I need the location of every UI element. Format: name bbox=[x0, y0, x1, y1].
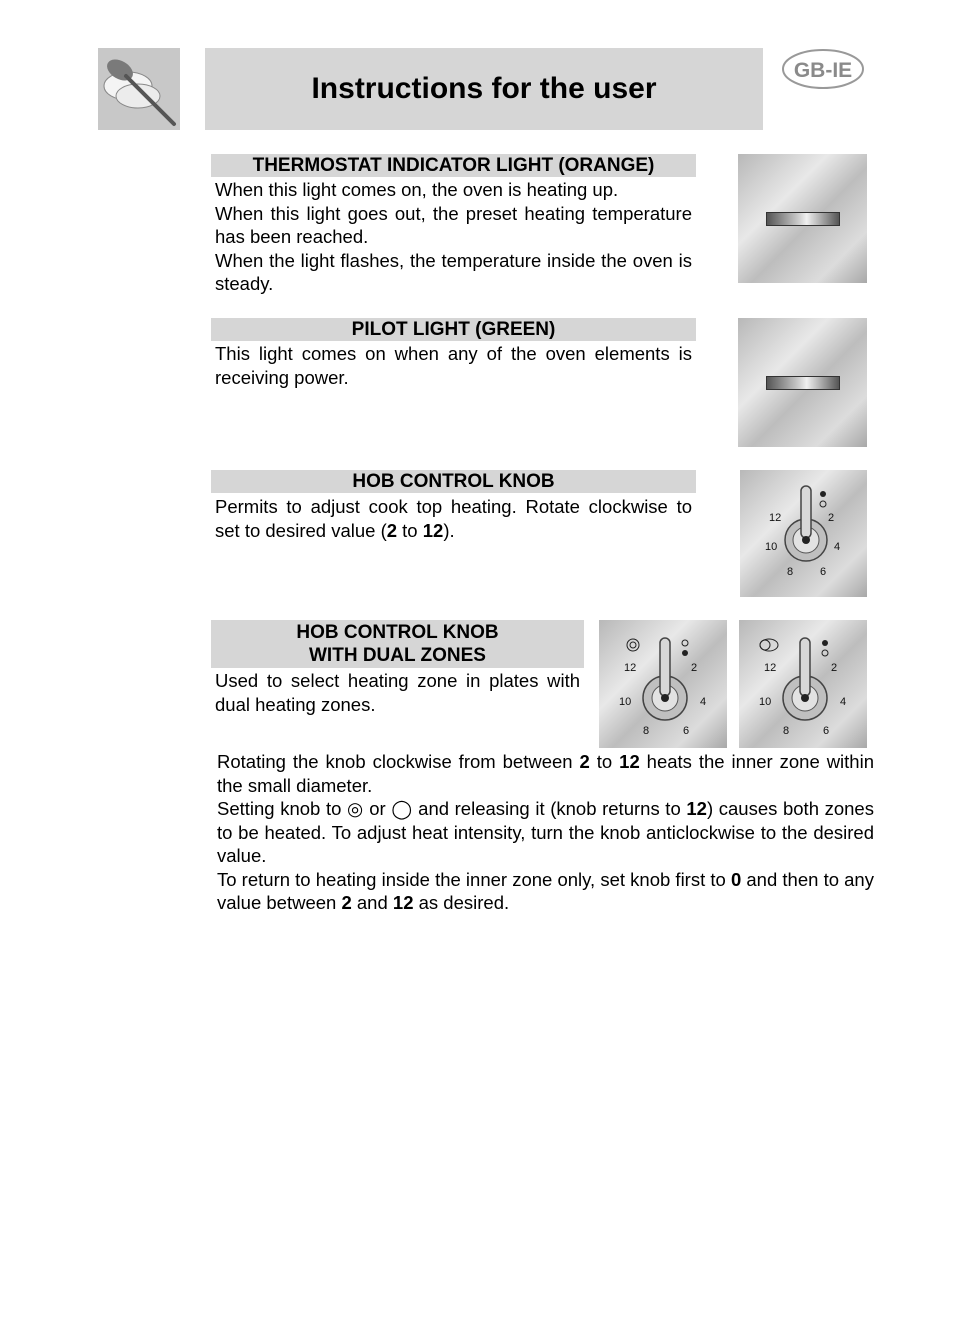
oval-zone-icon: ◯ bbox=[391, 798, 413, 819]
dual-knob-icon-concentric bbox=[599, 620, 727, 748]
concentric-zone-icon: ◎ bbox=[347, 798, 364, 819]
knob-label-4: 4 bbox=[700, 696, 707, 708]
thermostat-line-3: When the light flashes, the temperature inside the oven is steady. bbox=[215, 249, 692, 294]
pilot-light-image bbox=[738, 318, 867, 447]
hob-line: Permits to adjust cook top heating. Rotate clockwise to set to desired value (2 to 12). bbox=[215, 496, 692, 541]
dual-heading-line-2: WITH DUAL ZONES bbox=[309, 645, 486, 666]
knob-label-12: 12 bbox=[764, 662, 777, 674]
knob-label-2: 2 bbox=[828, 512, 835, 524]
dual-knob-icon-oval bbox=[739, 620, 867, 748]
page-title: Instructions for the user bbox=[311, 72, 657, 105]
knob-label-10: 10 bbox=[765, 541, 778, 553]
explanation-para-3: To return to heating inside the inner zone only, set knob first to 0 and then to any value between 2 and 12 as desired. bbox=[217, 868, 874, 913]
knob-label-12: 12 bbox=[624, 662, 637, 674]
dual-line: Used to select heating zone in plates with dual heating zones. bbox=[215, 670, 580, 715]
badge-label: GB-IE bbox=[793, 59, 853, 82]
knob-label-4: 4 bbox=[840, 696, 847, 708]
hob-text bbox=[215, 495, 692, 542]
knob-label-10: 10 bbox=[619, 696, 632, 708]
thermostat-line-2: When this light goes out, the preset heating temperature has been reached. bbox=[215, 202, 692, 247]
knob-label-8: 8 bbox=[787, 566, 794, 578]
thermostat-light-image bbox=[738, 154, 867, 283]
dual-knob-image-2 bbox=[739, 620, 867, 748]
dual-text bbox=[215, 669, 580, 716]
dual-heading bbox=[211, 620, 584, 668]
knob-label-8: 8 bbox=[783, 725, 790, 737]
pilot-heading: PILOT LIGHT (GREEN) bbox=[211, 318, 696, 341]
title-bar bbox=[205, 48, 763, 130]
thermostat-line-1: When this light comes on, the oven is heating up. bbox=[215, 179, 619, 200]
thermostat-lamp-icon bbox=[766, 212, 840, 226]
knob-label-6: 6 bbox=[820, 566, 827, 578]
dual-zone-explanation bbox=[217, 750, 874, 915]
dual-heading-line-1: HOB CONTROL KNOB bbox=[296, 622, 499, 643]
knob-label-2: 2 bbox=[691, 662, 698, 674]
dual-knob-image-1 bbox=[599, 620, 727, 748]
hob-heading: HOB CONTROL KNOB bbox=[211, 470, 696, 493]
chef-logo bbox=[98, 48, 180, 130]
knob-label-8: 8 bbox=[643, 725, 650, 737]
language-badge bbox=[781, 48, 865, 90]
knob-label-2: 2 bbox=[831, 662, 838, 674]
chef-spoon-icon bbox=[98, 48, 180, 130]
explanation-para-1: Rotating the knob clockwise from between 2 to 12 heats the inner zone within the small diameter. bbox=[217, 751, 874, 796]
knob-label-4: 4 bbox=[834, 541, 841, 553]
pilot-lamp-icon bbox=[766, 376, 840, 390]
knob-label-6: 6 bbox=[823, 725, 830, 737]
pilot-line: This light comes on when any of the oven elements is receiving power. bbox=[215, 343, 692, 388]
thermostat-heading: THERMOSTAT INDICATOR LIGHT (ORANGE) bbox=[211, 154, 696, 177]
explanation-para-2: Setting knob to ◎ or ◯ and releasing it (knob returns to 12) causes both zones to be heated. To adjust heat intensity, turn the knob anticlockwise to the desired value. bbox=[217, 798, 874, 866]
thermostat-text bbox=[215, 178, 692, 296]
pilot-text bbox=[215, 342, 692, 389]
hob-knob-icon bbox=[740, 470, 867, 597]
hob-knob-image bbox=[740, 470, 867, 597]
knob-label-12: 12 bbox=[769, 512, 782, 524]
knob-label-6: 6 bbox=[683, 725, 690, 737]
knob-label-10: 10 bbox=[759, 696, 772, 708]
